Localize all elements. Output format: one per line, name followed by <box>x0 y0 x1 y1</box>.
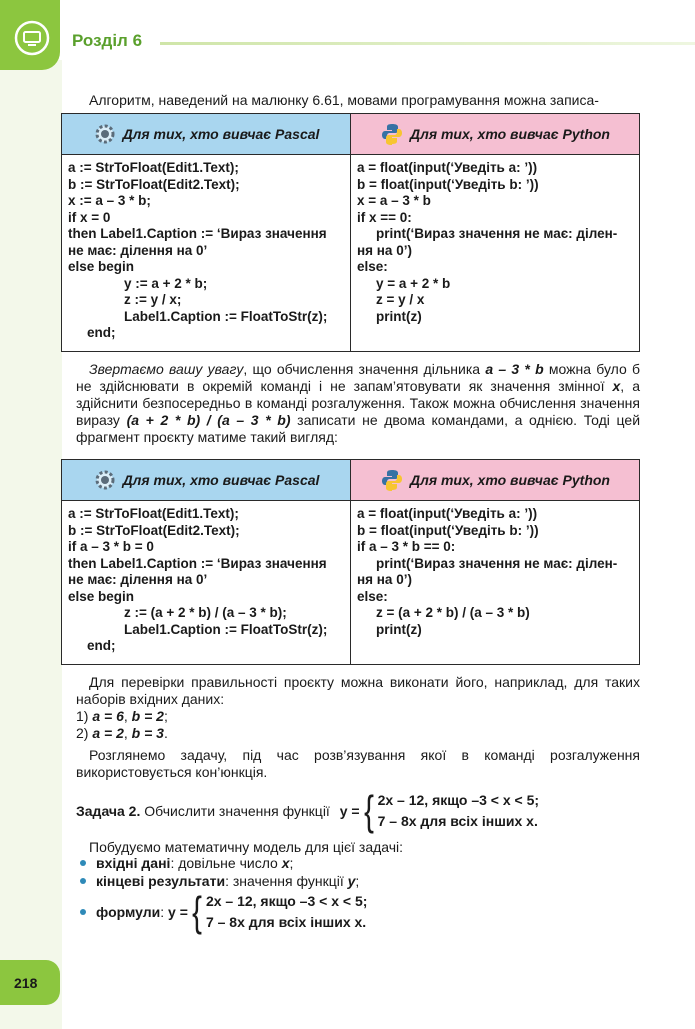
text-fragment: можна було б не здійснювати в окремій команді і не запам’ятовувати як значення змінної <box>76 361 641 394</box>
code-line: a := StrToFloat(Edit1.Text); <box>68 506 239 521</box>
code-line: print(z) <box>376 621 422 637</box>
bullet-label: кінцеві результати <box>96 873 226 889</box>
code-line: if a – 3 * b == 0: <box>357 539 456 554</box>
code-table-1 <box>61 113 640 352</box>
code-line: end; <box>87 638 116 653</box>
conjunction-paragraph: Розглянемо задачу, під час розв’язування якої в команді розгалуження використовується кон’юнкція. <box>76 747 640 780</box>
attention-phrase: Звертаємо вашу увагу <box>89 361 244 377</box>
header-divider <box>160 42 695 45</box>
intro-line-1: Алгоритм, наведений на малюнку 6.61, мовами програмування можна записа- <box>89 92 599 108</box>
value-a: a = 2 <box>92 725 124 741</box>
python-header-cell <box>351 114 640 155</box>
text-fragment: записати не двома командами, а однією. Тоді цей фрагмент проєкту матиме такий вигляд: <box>76 412 641 445</box>
case-2: 7 – 8x для всіх інших x. <box>205 914 367 930</box>
pascal-gear-icon <box>93 468 117 492</box>
bullet-text: : <box>160 904 169 920</box>
pascal-header-label: Для тих, хто вивчає Pascal <box>122 126 320 142</box>
code-table-2 <box>61 459 640 665</box>
code-line: else begin <box>68 588 135 604</box>
pascal-gear-icon <box>93 122 117 146</box>
attention-paragraph <box>76 361 640 446</box>
code-line: print(z) <box>376 308 422 324</box>
code-line: x := a – 3 * b; <box>68 193 151 208</box>
margin-strip <box>0 60 62 1029</box>
code-line: end; <box>87 325 116 340</box>
brace: { <box>192 888 202 935</box>
case-1: 2x – 12, якщо –3 < x < 5; <box>205 893 368 909</box>
code-line: не має: ділення на 0’ <box>68 572 208 587</box>
page-number: 218 <box>14 975 38 991</box>
case-number: 2) <box>76 725 93 741</box>
section-tab <box>0 0 60 70</box>
verification-paragraph: Для перевірки правильності проєкту можна виконати його, наприклад, для таких наборів вхідних даних: <box>76 674 640 707</box>
task-text: Обчислити значення функції <box>140 803 334 819</box>
bullet-dot <box>80 860 86 866</box>
test-case-2 <box>76 725 640 742</box>
code-line: Label1.Caption := FloatToStr(z); <box>124 308 328 324</box>
python-header-label: Для тих, хто вивчає Python <box>410 472 610 488</box>
variable: x <box>281 855 290 871</box>
variable: x <box>612 378 621 394</box>
code-line: if x == 0: <box>357 209 412 225</box>
python-logo-icon <box>380 468 404 492</box>
code-line: b := StrToFloat(Edit2.Text); <box>68 176 240 192</box>
code-line: z := y / x; <box>124 292 182 307</box>
case-1: 2x – 12, якщо –3 < x < 5; <box>377 792 540 808</box>
separator: , <box>123 725 132 741</box>
python-code-cell <box>351 501 640 665</box>
python-code-cell <box>351 155 640 352</box>
code-line: then Label1.Caption := ‘Вираз значення <box>68 226 327 241</box>
text-fragment: , що обчислення значення дільника <box>243 361 486 377</box>
bullet-label: формули <box>96 904 161 920</box>
task-label: Задача 2. <box>76 803 141 819</box>
task-2 <box>76 787 540 834</box>
bullet-results <box>80 873 359 889</box>
value-b: b = 2 <box>131 708 164 724</box>
function-y: y = <box>168 904 188 920</box>
bullet-label: вхідні дані <box>96 855 171 871</box>
code-line: x = a – 3 * b <box>357 193 431 208</box>
bullet-input-data <box>80 855 293 871</box>
code-line: y := a + 2 * b; <box>124 275 208 291</box>
code-line: ня на 0’) <box>357 242 412 258</box>
punctuation: ; <box>163 708 168 724</box>
pascal-header-cell <box>62 114 351 155</box>
punctuation: ; <box>289 855 294 871</box>
code-line: z = y / x <box>376 292 425 307</box>
bullet-dot <box>80 909 86 915</box>
piecewise-cases <box>378 790 539 832</box>
python-header-cell <box>351 460 640 501</box>
code-line: b = float(input(‘Уведіть b: ’)) <box>357 522 539 538</box>
brace: { <box>363 787 374 834</box>
case-number: 1) <box>76 708 93 724</box>
pascal-code-cell <box>62 155 351 352</box>
code-line: z := (a + 2 * b) / (a – 3 * b); <box>124 605 287 620</box>
bullet-text: : довільне число <box>170 855 282 871</box>
code-line: if x = 0 <box>68 209 111 225</box>
function-y: y = <box>339 803 360 819</box>
code-line: не має: ділення на 0’ <box>68 242 208 258</box>
python-logo-icon <box>380 122 404 146</box>
code-line: else: <box>357 259 388 274</box>
pascal-header-cell <box>62 460 351 501</box>
text-fragment: , а здійснити безпосередньо в команді розгалуження. Також можна обчислення значення виразу <box>76 378 640 428</box>
code-line: ня на 0’) <box>357 572 412 587</box>
piecewise-cases <box>206 891 367 933</box>
python-header-label: Для тих, хто вивчає Python <box>410 126 610 142</box>
test-case-1 <box>76 708 640 725</box>
code-line: b = float(input(‘Уведіть b: ’)) <box>357 176 539 192</box>
code-line: y = a + 2 * b <box>376 275 451 291</box>
code-line: Label1.Caption := FloatToStr(z); <box>124 621 328 637</box>
bullet-dot <box>80 878 86 884</box>
case-2: 7 – 8x для всіх інших x. <box>377 813 538 829</box>
code-line: z = (a + 2 * b) / (a – 3 * b) <box>376 605 530 620</box>
model-intro: Побудуємо математичну модель для цієї задачі: <box>89 839 404 855</box>
pascal-code-cell <box>62 501 351 665</box>
punctuation: . <box>163 725 168 741</box>
bullet-formulas <box>80 888 368 935</box>
code-line: print(‘Вираз значення не має: ділен- <box>376 226 618 241</box>
bullet-text: : значення функції <box>225 873 348 889</box>
code-line: if a – 3 * b = 0 <box>68 539 154 554</box>
section-title: Розділ 6 <box>72 31 143 50</box>
pascal-header-label: Для тих, хто вивчає Pascal <box>122 472 320 488</box>
code-line: else: <box>357 588 388 604</box>
variable: y <box>347 873 356 889</box>
value-b: b = 3 <box>131 725 164 741</box>
expression: (a + 2 * b) / (a – 3 * b) <box>126 412 291 428</box>
separator: , <box>123 708 132 724</box>
value-a: a = 6 <box>92 708 124 724</box>
code-line: a = float(input(‘Уведіть a: ’)) <box>357 506 538 521</box>
code-line: b := StrToFloat(Edit2.Text); <box>68 522 240 538</box>
expression: a – 3 * b <box>485 361 544 377</box>
code-line: a := StrToFloat(Edit1.Text); <box>68 160 239 175</box>
code-line: print(‘Вираз значення не має: ділен- <box>376 555 618 571</box>
code-line: else begin <box>68 259 135 274</box>
code-line: a = float(input(‘Уведіть a: ’)) <box>357 160 538 175</box>
punctuation: ; <box>355 873 360 889</box>
computer-icon <box>14 20 50 56</box>
code-line: then Label1.Caption := ‘Вираз значення <box>68 555 327 571</box>
